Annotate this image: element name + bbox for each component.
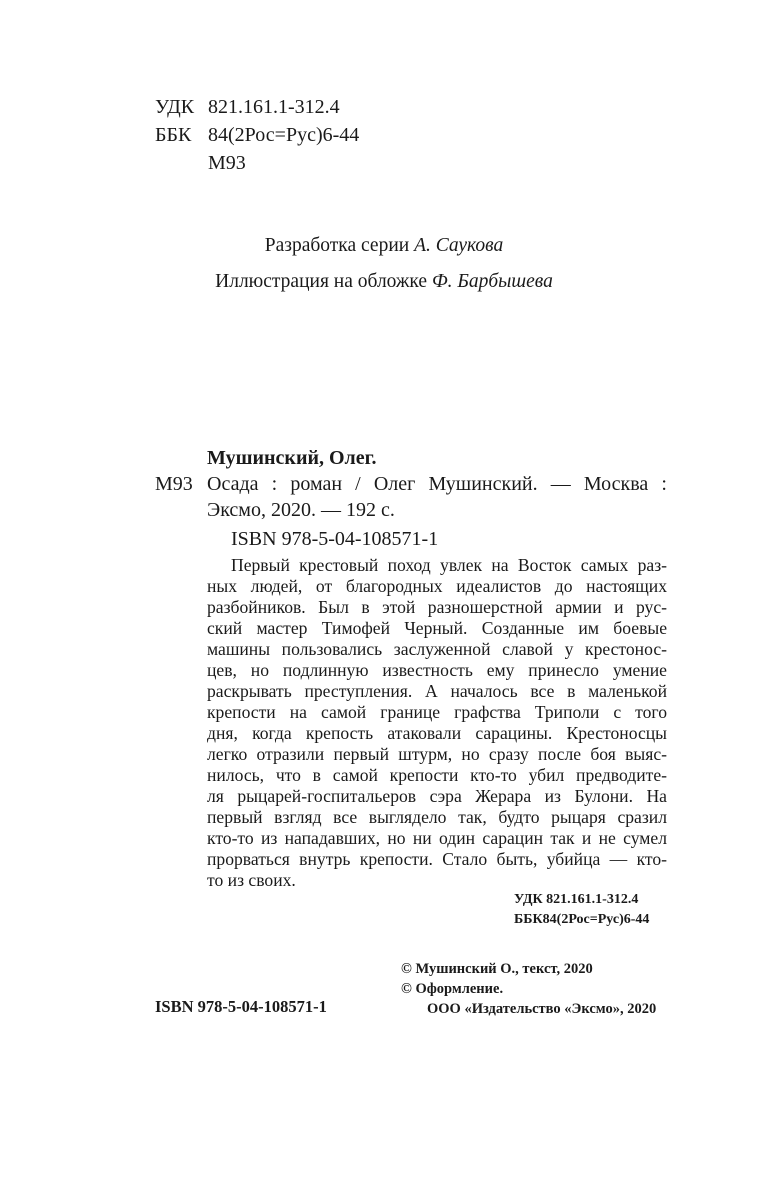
bib-isbn: ISBN 978-5-04-108571-1	[231, 528, 439, 550]
annotation-line: разбойников. Был в этой разношерстной армии и рус-	[207, 597, 667, 617]
annotation-line: ных людей, от благородных идеалистов до настоящих	[207, 576, 667, 596]
annotation-line: нилось, что в самой крепости кто-то убил предводите-	[207, 765, 667, 785]
bib-author: Мушинский, Олег.	[207, 447, 377, 469]
annotation-line: ля рыцарей-госпитальеров сэра Жерара из Булони. На	[207, 786, 667, 806]
bbk-value: 84(2Рос=Рус)6-44	[208, 124, 360, 146]
copyright-publisher: ООО «Издательство «Эксмо», 2020	[427, 1001, 657, 1017]
annotation-line: легко отразили первый штурм, но сразу после боя выяс-	[207, 744, 667, 764]
annotation-line: первый взгляд все выглядело так, будто рыцаря сразил	[207, 807, 667, 827]
annotation	[207, 555, 667, 891]
copyright-text: © Мушинский О., текст, 2020	[401, 961, 593, 977]
annotation-line: Первый крестовый поход увлек на Восток самых раз-	[231, 555, 667, 575]
annotation-line: крепости на самой границе графства Триполи с того	[207, 702, 667, 722]
annotation-line: машины пользовались заслуженной славой у крестонос-	[207, 639, 667, 659]
annotation-line: то из своих.	[207, 870, 296, 890]
code-bbk-label: ББК	[514, 912, 543, 927]
annotation-line: раскрывать преступления. А началось все в маленькой	[207, 681, 667, 701]
copyright-design: © Оформление.	[401, 981, 504, 997]
isbn-bottom: ISBN 978-5-04-108571-1	[155, 997, 327, 1016]
code-bbk-value: 84(2Рос=Рус)6-44	[542, 912, 650, 927]
bib-mark: М93	[155, 473, 193, 495]
code-bbk	[514, 910, 649, 930]
code-udk-value: 821.161.1-312.4	[546, 892, 639, 907]
cover-credit-name: Ф. Барбышева	[431, 271, 553, 292]
series-credit-prefix: Разработка серии	[264, 235, 415, 256]
udk-value: 821.161.1-312.4	[208, 96, 340, 118]
bbk-label: ББК	[155, 124, 192, 146]
code-udk-label: УДК	[514, 892, 543, 907]
series-credit	[0, 232, 768, 260]
annotation-line: ский мастер Тимофей Черный. Созданные им боевые	[207, 618, 667, 638]
udk-label: УДК	[155, 96, 195, 118]
cover-credit	[0, 268, 768, 296]
series-credit-name: А. Саукова	[414, 235, 504, 256]
author-mark-top: М93	[208, 152, 246, 174]
bib-publisher-line: Эксмо, 2020. — 192 с.	[207, 499, 395, 521]
annotation-line: цев, но подлинную известность ему принесло умение	[207, 660, 667, 680]
annotation-line: прорваться внутрь крепости. Стало быть, убийца — кто-	[207, 849, 667, 869]
annotation-line: дня, когда крепость атаковали сарацины. Крестоносцы	[207, 723, 667, 743]
code-udk	[514, 890, 638, 910]
bib-title-line: Осада : роман / Олег Мушинский. — Москва :	[207, 473, 667, 495]
cover-credit-prefix: Иллюстрация на обложке	[215, 271, 432, 292]
annotation-line: кто-то из нападавших, но ни один сарацин так и не сумел	[207, 828, 667, 848]
